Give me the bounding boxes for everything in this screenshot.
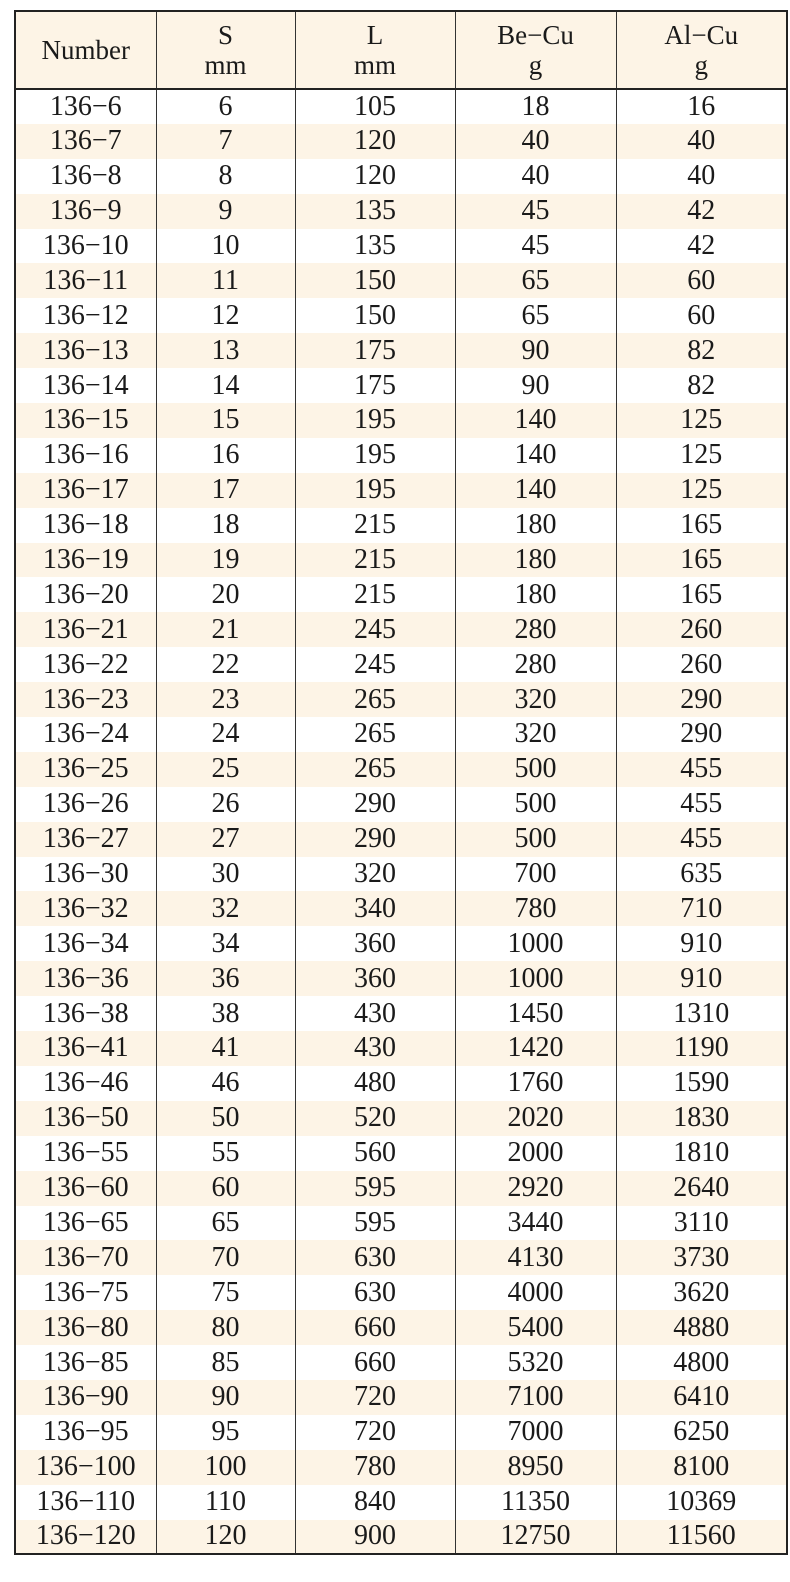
table-row <box>15 194 787 229</box>
cell-l-mm: 430 <box>295 996 455 1031</box>
cell-s-mm: 55 <box>156 1136 295 1171</box>
cell-number: 136−23 <box>15 682 156 717</box>
cell-be-cu-g: 5400 <box>455 1310 616 1345</box>
cell-al-cu-g: 455 <box>616 752 787 787</box>
cell-number: 136−25 <box>15 752 156 787</box>
cell-be-cu-g: 5320 <box>455 1345 616 1380</box>
cell-be-cu-g: 320 <box>455 717 616 752</box>
cell-al-cu-g: 2640 <box>616 1171 787 1206</box>
cell-s-mm: 41 <box>156 1031 295 1066</box>
cell-l-mm: 520 <box>295 1101 455 1136</box>
cell-number: 136−38 <box>15 996 156 1031</box>
cell-s-mm: 25 <box>156 752 295 787</box>
cell-number: 136−6 <box>15 89 156 124</box>
cell-number: 136−95 <box>15 1415 156 1450</box>
table-row <box>15 1485 787 1520</box>
cell-s-mm: 36 <box>156 961 295 996</box>
cell-l-mm: 560 <box>295 1136 455 1171</box>
cell-s-mm: 50 <box>156 1101 295 1136</box>
cell-number: 136−65 <box>15 1206 156 1241</box>
cell-s-mm: 11 <box>156 263 295 298</box>
cell-be-cu-g: 11350 <box>455 1485 616 1520</box>
cell-l-mm: 195 <box>295 473 455 508</box>
cell-al-cu-g: 40 <box>616 124 787 159</box>
cell-s-mm: 26 <box>156 787 295 822</box>
cell-be-cu-g: 780 <box>455 891 616 926</box>
cell-al-cu-g: 455 <box>616 787 787 822</box>
cell-al-cu-g: 125 <box>616 438 787 473</box>
cell-be-cu-g: 8950 <box>455 1450 616 1485</box>
cell-l-mm: 195 <box>295 438 455 473</box>
table-row <box>15 473 787 508</box>
cell-l-mm: 265 <box>295 717 455 752</box>
cell-be-cu-g: 1760 <box>455 1066 616 1101</box>
table-row <box>15 1206 787 1241</box>
cell-number: 136−20 <box>15 577 156 612</box>
header-al-cu <box>616 11 787 89</box>
cell-al-cu-g: 125 <box>616 473 787 508</box>
cell-al-cu-g: 60 <box>616 298 787 333</box>
cell-s-mm: 7 <box>156 124 295 159</box>
cell-be-cu-g: 18 <box>455 89 616 124</box>
table-row <box>15 368 787 403</box>
cell-l-mm: 660 <box>295 1345 455 1380</box>
cell-number: 136−36 <box>15 961 156 996</box>
table-row <box>15 961 787 996</box>
cell-l-mm: 175 <box>295 333 455 368</box>
cell-l-mm: 660 <box>295 1310 455 1345</box>
cell-l-mm: 360 <box>295 961 455 996</box>
cell-al-cu-g: 165 <box>616 543 787 578</box>
cell-l-mm: 630 <box>295 1275 455 1310</box>
cell-be-cu-g: 3440 <box>455 1206 616 1241</box>
cell-al-cu-g: 82 <box>616 333 787 368</box>
table-row <box>15 1066 787 1101</box>
cell-number: 136−80 <box>15 1310 156 1345</box>
cell-number: 136−100 <box>15 1450 156 1485</box>
cell-s-mm: 14 <box>156 368 295 403</box>
cell-s-mm: 12 <box>156 298 295 333</box>
cell-s-mm: 38 <box>156 996 295 1031</box>
cell-s-mm: 9 <box>156 194 295 229</box>
cell-be-cu-g: 2000 <box>455 1136 616 1171</box>
cell-be-cu-g: 180 <box>455 577 616 612</box>
cell-be-cu-g: 4000 <box>455 1275 616 1310</box>
cell-al-cu-g: 290 <box>616 682 787 717</box>
cell-l-mm: 595 <box>295 1206 455 1241</box>
cell-al-cu-g: 6250 <box>616 1415 787 1450</box>
cell-s-mm: 6 <box>156 89 295 124</box>
cell-be-cu-g: 90 <box>455 368 616 403</box>
cell-number: 136−41 <box>15 1031 156 1066</box>
cell-al-cu-g: 40 <box>616 159 787 194</box>
cell-al-cu-g: 3620 <box>616 1275 787 1310</box>
cell-be-cu-g: 12750 <box>455 1520 616 1555</box>
table-body <box>15 89 787 1554</box>
cell-number: 136−27 <box>15 822 156 857</box>
cell-be-cu-g: 1450 <box>455 996 616 1031</box>
cell-l-mm: 215 <box>295 543 455 578</box>
cell-be-cu-g: 40 <box>455 159 616 194</box>
cell-al-cu-g: 8100 <box>616 1450 787 1485</box>
cell-number: 136−17 <box>15 473 156 508</box>
header-number-label: Number <box>41 35 130 65</box>
table-row <box>15 1450 787 1485</box>
cell-s-mm: 34 <box>156 926 295 961</box>
header-be-cu-label: Be−Cu <box>497 20 574 50</box>
cell-be-cu-g: 40 <box>455 124 616 159</box>
cell-number: 136−26 <box>15 787 156 822</box>
cell-number: 136−11 <box>15 263 156 298</box>
cell-al-cu-g: 1190 <box>616 1031 787 1066</box>
cell-al-cu-g: 710 <box>616 891 787 926</box>
table-row <box>15 438 787 473</box>
cell-be-cu-g: 500 <box>455 822 616 857</box>
cell-be-cu-g: 65 <box>455 298 616 333</box>
cell-be-cu-g: 45 <box>455 194 616 229</box>
cell-al-cu-g: 455 <box>616 822 787 857</box>
table-row <box>15 822 787 857</box>
cell-be-cu-g: 7100 <box>455 1380 616 1415</box>
table-row <box>15 1310 787 1345</box>
cell-be-cu-g: 280 <box>455 647 616 682</box>
table-row <box>15 996 787 1031</box>
cell-s-mm: 90 <box>156 1380 295 1415</box>
cell-al-cu-g: 260 <box>616 647 787 682</box>
header-s-label: S <box>217 20 234 50</box>
table-row <box>15 543 787 578</box>
table-row <box>15 263 787 298</box>
cell-be-cu-g: 7000 <box>455 1415 616 1450</box>
cell-al-cu-g: 42 <box>616 229 787 264</box>
cell-l-mm: 175 <box>295 368 455 403</box>
cell-number: 136−15 <box>15 403 156 438</box>
cell-al-cu-g: 125 <box>616 403 787 438</box>
table-row <box>15 1415 787 1450</box>
cell-l-mm: 245 <box>295 612 455 647</box>
cell-al-cu-g: 10369 <box>616 1485 787 1520</box>
cell-number: 136−10 <box>15 229 156 264</box>
header-s-unit: mm <box>204 50 247 80</box>
header-l-label: L <box>366 20 384 50</box>
cell-l-mm: 900 <box>295 1520 455 1555</box>
table-row <box>15 1136 787 1171</box>
table-row <box>15 1031 787 1066</box>
cell-number: 136−22 <box>15 647 156 682</box>
cell-number: 136−8 <box>15 159 156 194</box>
table-row <box>15 891 787 926</box>
cell-s-mm: 22 <box>156 647 295 682</box>
cell-number: 136−19 <box>15 543 156 578</box>
table-row <box>15 1240 787 1275</box>
cell-s-mm: 24 <box>156 717 295 752</box>
cell-l-mm: 195 <box>295 403 455 438</box>
table-row <box>15 787 787 822</box>
cell-number: 136−90 <box>15 1380 156 1415</box>
cell-be-cu-g: 700 <box>455 857 616 892</box>
cell-s-mm: 75 <box>156 1275 295 1310</box>
table-row <box>15 1520 787 1555</box>
table-row <box>15 612 787 647</box>
table-row <box>15 1380 787 1415</box>
cell-be-cu-g: 90 <box>455 333 616 368</box>
cell-be-cu-g: 2020 <box>455 1101 616 1136</box>
header-al-cu-unit: g <box>694 50 708 80</box>
cell-s-mm: 80 <box>156 1310 295 1345</box>
table-row <box>15 1275 787 1310</box>
header-al-cu-label: Al−Cu <box>664 20 739 50</box>
cell-be-cu-g: 1000 <box>455 926 616 961</box>
cell-number: 136−7 <box>15 124 156 159</box>
cell-al-cu-g: 910 <box>616 961 787 996</box>
cell-al-cu-g: 1310 <box>616 996 787 1031</box>
cell-al-cu-g: 42 <box>616 194 787 229</box>
table-row <box>15 1171 787 1206</box>
cell-number: 136−46 <box>15 1066 156 1101</box>
cell-number: 136−70 <box>15 1240 156 1275</box>
cell-al-cu-g: 6410 <box>616 1380 787 1415</box>
header-s <box>156 11 295 89</box>
cell-s-mm: 18 <box>156 508 295 543</box>
cell-be-cu-g: 2920 <box>455 1171 616 1206</box>
cell-l-mm: 215 <box>295 508 455 543</box>
cell-s-mm: 120 <box>156 1520 295 1555</box>
cell-number: 136−55 <box>15 1136 156 1171</box>
cell-l-mm: 430 <box>295 1031 455 1066</box>
cell-number: 136−12 <box>15 298 156 333</box>
cell-s-mm: 30 <box>156 857 295 892</box>
cell-s-mm: 17 <box>156 473 295 508</box>
cell-number: 136−75 <box>15 1275 156 1310</box>
cell-al-cu-g: 4800 <box>616 1345 787 1380</box>
cell-al-cu-g: 4880 <box>616 1310 787 1345</box>
cell-l-mm: 135 <box>295 194 455 229</box>
cell-l-mm: 340 <box>295 891 455 926</box>
header-row <box>15 11 787 89</box>
cell-number: 136−110 <box>15 1485 156 1520</box>
cell-l-mm: 595 <box>295 1171 455 1206</box>
table-row <box>15 403 787 438</box>
cell-al-cu-g: 165 <box>616 577 787 612</box>
cell-s-mm: 20 <box>156 577 295 612</box>
cell-be-cu-g: 140 <box>455 473 616 508</box>
header-be-cu <box>455 11 616 89</box>
cell-al-cu-g: 635 <box>616 857 787 892</box>
cell-al-cu-g: 82 <box>616 368 787 403</box>
cell-s-mm: 23 <box>156 682 295 717</box>
cell-number: 136−14 <box>15 368 156 403</box>
table-row <box>15 229 787 264</box>
cell-l-mm: 630 <box>295 1240 455 1275</box>
cell-number: 136−13 <box>15 333 156 368</box>
header-number <box>15 11 156 89</box>
cell-al-cu-g: 60 <box>616 263 787 298</box>
cell-s-mm: 70 <box>156 1240 295 1275</box>
cell-be-cu-g: 280 <box>455 612 616 647</box>
cell-l-mm: 105 <box>295 89 455 124</box>
cell-al-cu-g: 3730 <box>616 1240 787 1275</box>
spec-table <box>14 10 788 1555</box>
cell-be-cu-g: 4130 <box>455 1240 616 1275</box>
table-row <box>15 1101 787 1136</box>
cell-number: 136−30 <box>15 857 156 892</box>
cell-l-mm: 150 <box>295 298 455 333</box>
cell-l-mm: 320 <box>295 857 455 892</box>
table-row <box>15 577 787 612</box>
cell-s-mm: 21 <box>156 612 295 647</box>
cell-l-mm: 480 <box>295 1066 455 1101</box>
table-row <box>15 298 787 333</box>
table-row <box>15 508 787 543</box>
cell-l-mm: 290 <box>295 822 455 857</box>
cell-al-cu-g: 290 <box>616 717 787 752</box>
cell-al-cu-g: 16 <box>616 89 787 124</box>
cell-s-mm: 19 <box>156 543 295 578</box>
cell-l-mm: 120 <box>295 159 455 194</box>
cell-be-cu-g: 65 <box>455 263 616 298</box>
cell-s-mm: 32 <box>156 891 295 926</box>
cell-l-mm: 215 <box>295 577 455 612</box>
cell-be-cu-g: 45 <box>455 229 616 264</box>
cell-be-cu-g: 500 <box>455 787 616 822</box>
cell-l-mm: 720 <box>295 1415 455 1450</box>
cell-number: 136−60 <box>15 1171 156 1206</box>
cell-number: 136−34 <box>15 926 156 961</box>
cell-l-mm: 120 <box>295 124 455 159</box>
cell-number: 136−18 <box>15 508 156 543</box>
table-row <box>15 857 787 892</box>
cell-al-cu-g: 11560 <box>616 1520 787 1555</box>
cell-be-cu-g: 180 <box>455 543 616 578</box>
cell-l-mm: 840 <box>295 1485 455 1520</box>
cell-number: 136−120 <box>15 1520 156 1555</box>
cell-al-cu-g: 165 <box>616 508 787 543</box>
cell-s-mm: 110 <box>156 1485 295 1520</box>
table-row <box>15 1345 787 1380</box>
cell-l-mm: 265 <box>295 682 455 717</box>
cell-be-cu-g: 140 <box>455 403 616 438</box>
cell-s-mm: 85 <box>156 1345 295 1380</box>
cell-al-cu-g: 260 <box>616 612 787 647</box>
cell-s-mm: 65 <box>156 1206 295 1241</box>
cell-s-mm: 60 <box>156 1171 295 1206</box>
table-row <box>15 647 787 682</box>
cell-s-mm: 95 <box>156 1415 295 1450</box>
spec-table-container <box>14 10 786 1555</box>
cell-l-mm: 150 <box>295 263 455 298</box>
cell-s-mm: 100 <box>156 1450 295 1485</box>
cell-be-cu-g: 320 <box>455 682 616 717</box>
table-row <box>15 926 787 961</box>
cell-be-cu-g: 180 <box>455 508 616 543</box>
table-row <box>15 124 787 159</box>
cell-s-mm: 13 <box>156 333 295 368</box>
header-l-unit: mm <box>353 50 396 80</box>
header-be-cu-unit: g <box>528 50 543 80</box>
table-header <box>15 11 787 89</box>
cell-s-mm: 46 <box>156 1066 295 1101</box>
cell-l-mm: 720 <box>295 1380 455 1415</box>
table-row <box>15 717 787 752</box>
table-row <box>15 752 787 787</box>
cell-s-mm: 15 <box>156 403 295 438</box>
header-l <box>295 11 455 89</box>
cell-al-cu-g: 910 <box>616 926 787 961</box>
cell-l-mm: 135 <box>295 229 455 264</box>
cell-number: 136−32 <box>15 891 156 926</box>
cell-s-mm: 8 <box>156 159 295 194</box>
cell-l-mm: 360 <box>295 926 455 961</box>
cell-number: 136−50 <box>15 1101 156 1136</box>
cell-be-cu-g: 1000 <box>455 961 616 996</box>
cell-be-cu-g: 140 <box>455 438 616 473</box>
cell-be-cu-g: 500 <box>455 752 616 787</box>
cell-l-mm: 290 <box>295 787 455 822</box>
cell-number: 136−9 <box>15 194 156 229</box>
table-row <box>15 89 787 124</box>
cell-al-cu-g: 1590 <box>616 1066 787 1101</box>
cell-number: 136−21 <box>15 612 156 647</box>
table-row <box>15 682 787 717</box>
table-row <box>15 159 787 194</box>
cell-al-cu-g: 3110 <box>616 1206 787 1241</box>
cell-be-cu-g: 1420 <box>455 1031 616 1066</box>
table-row <box>15 333 787 368</box>
cell-number: 136−24 <box>15 717 156 752</box>
cell-number: 136−85 <box>15 1345 156 1380</box>
cell-l-mm: 780 <box>295 1450 455 1485</box>
cell-s-mm: 16 <box>156 438 295 473</box>
cell-al-cu-g: 1830 <box>616 1101 787 1136</box>
cell-number: 136−16 <box>15 438 156 473</box>
cell-al-cu-g: 1810 <box>616 1136 787 1171</box>
cell-l-mm: 265 <box>295 752 455 787</box>
cell-s-mm: 10 <box>156 229 295 264</box>
cell-l-mm: 245 <box>295 647 455 682</box>
cell-s-mm: 27 <box>156 822 295 857</box>
